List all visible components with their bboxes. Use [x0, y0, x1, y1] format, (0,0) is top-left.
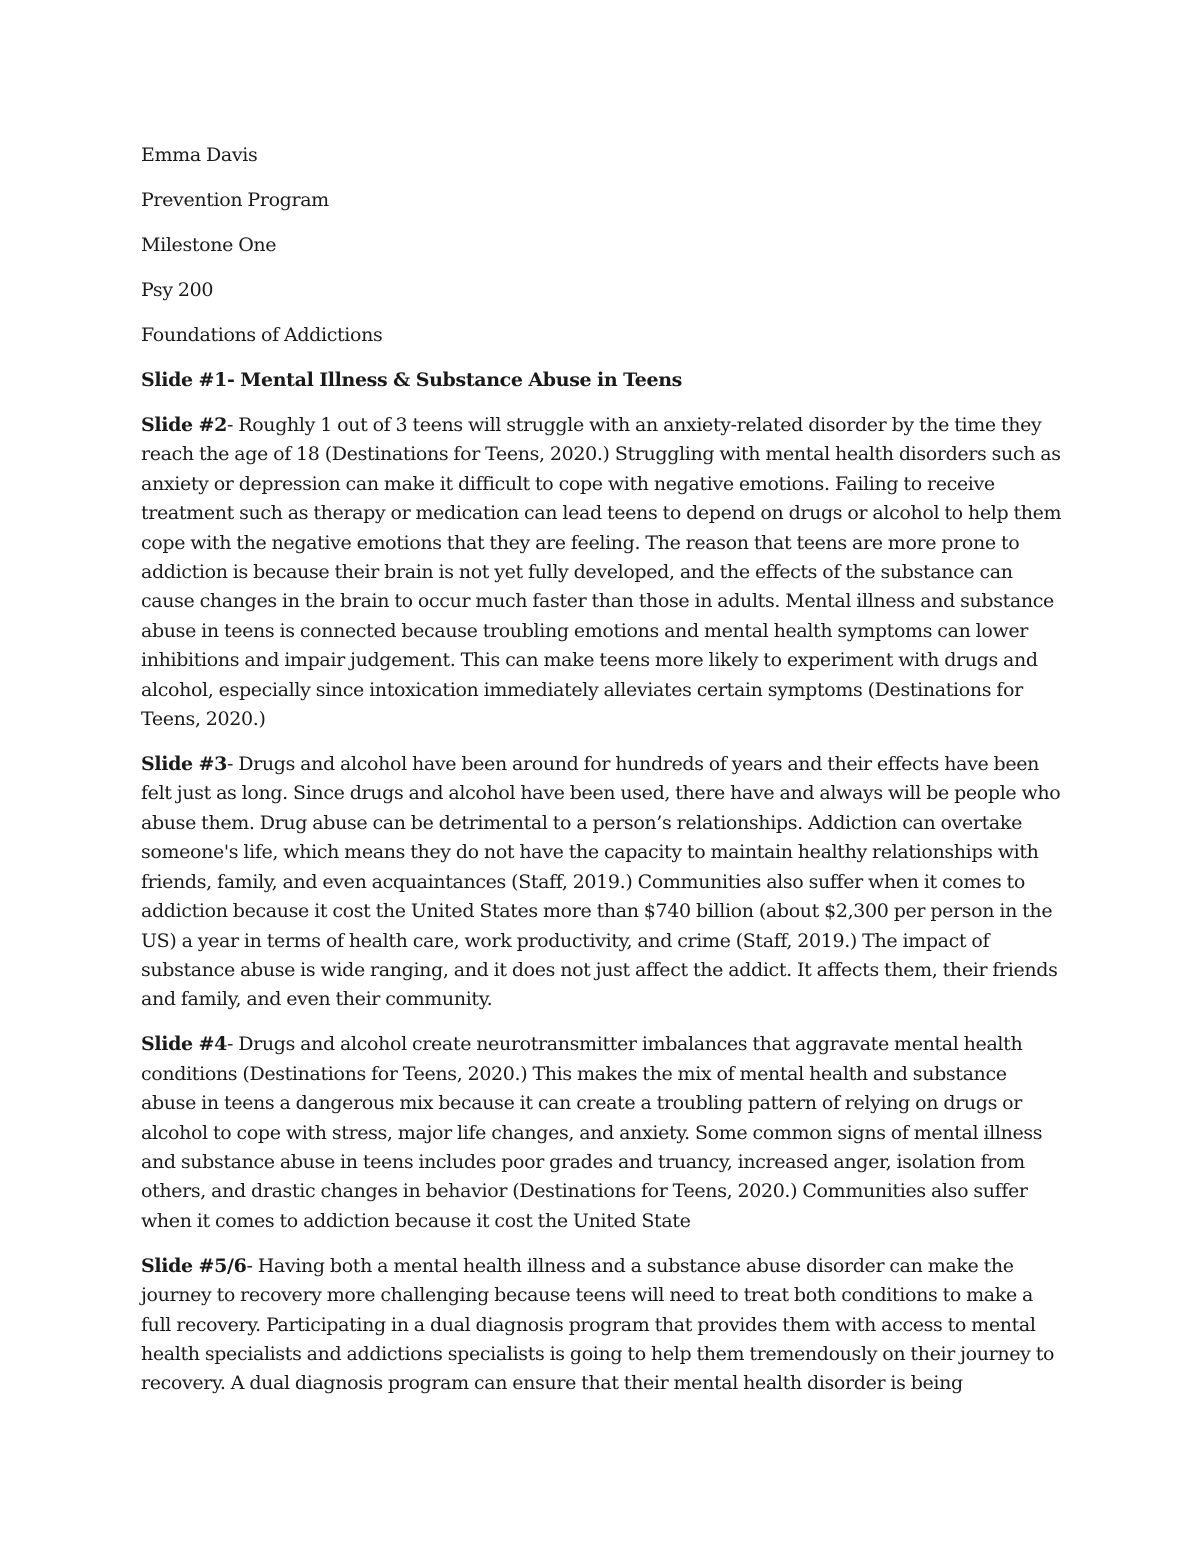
course-title: Foundations of Addictions [141, 324, 383, 346]
slide-5-6-text: - Having both a mental health illness and a substance abuse disorder can make the journey to recovery more challenging because teens will need to treat both conditions to make a full recovery. Participating in a dual diagnosis program that provides them with access to mental health specialists and addictions specialists is going to help them tremendously on their journey to recovery. A dual diagnosis program can ensure that their mental health disorder is being [141, 1254, 1055, 1395]
slide-5-6-paragraph [141, 1252, 1066, 1399]
slide-label: Slide #5/6 [141, 1254, 247, 1277]
slide-4-paragraph [141, 1030, 1066, 1236]
milestone-name: Milestone One [141, 234, 277, 256]
slide-1-heading: - Mental Illness & Substance Abuse in Teens [227, 369, 683, 391]
author-name: Emma Davis [141, 144, 258, 166]
slide-label: Slide #1 [141, 369, 227, 391]
slide-3-text: - Drugs and alcohol have been around for hundreds of years and their effects have been felt just as long. Since drugs and alcohol have been used, there have and always will be people who abuse them. Drug abuse can be detrimental to a person’s relationships. Addiction can overtake someone's life, which means they do not have the capacity to maintain healthy relationships with friends, family, and even acquaintances (Staff, 2019.) Communities also suffer when it comes to addiction because it cost the United States more than $740 billion (about $2,300 per person in the US) a year in terms of health care, work productivity, and crime (Staff, 2019.) The impact of substance abuse is wide ranging, and it does not just affect the addict. It affects them, their friends and family, and even their community. [141, 753, 1061, 1011]
course-code: Psy 200 [141, 279, 214, 301]
slide-label: Slide #2 [141, 414, 227, 436]
document-body [141, 141, 1066, 1414]
slide-1-title [141, 366, 1066, 395]
slide-2-paragraph [141, 411, 1066, 734]
slide-3-paragraph [141, 750, 1066, 1015]
slide-4-text: - Drugs and alcohol create neurotransmitter imbalances that aggravate mental health conditions (Destinations for Teens, 2020.) This makes the mix of mental health and substance abuse in teens a dangerous mix because it can create a troubling pattern of relying on drugs or alcohol to cope with stress, major life changes, and anxiety. Some common signs of mental illness and substance abuse in teens includes poor grades and truancy, increased anger, isolation from others, and drastic changes in behavior (Destinations for Teens, 2020.) Communities also suffer when it comes to addiction because it cost the United State [141, 1033, 1043, 1232]
program-name: Prevention Program [141, 189, 329, 211]
slide-2-text: - Roughly 1 out of 3 teens will struggle with an anxiety-related disorder by the time they reach the age of 18 (Destinations for Teens, 2020.) Struggling with mental health disorders such as anxiety or depression can make it difficult to cope with negative emotions. Failing to receive treatment such as therapy or medication can lead teens to depend on drugs or alcohol to help them cope with the negative emotions that they are feeling. The reason that teens are more prone to addiction is because their brain is not yet fully developed, and the effects of the substance can cause changes in the brain to occur much faster than those in adults. Mental illness and substance abuse in teens is connected because troubling emotions and mental health symptoms can lower inhibitions and impair judgement. This can make teens more likely to experiment with drugs and alcohol, especially since intoxication immediately alleviates certain symptoms (Destinations for Teens, 2020.) [141, 414, 1062, 731]
slide-label: Slide #4 [141, 1033, 227, 1056]
slide-label: Slide #3 [141, 753, 227, 776]
